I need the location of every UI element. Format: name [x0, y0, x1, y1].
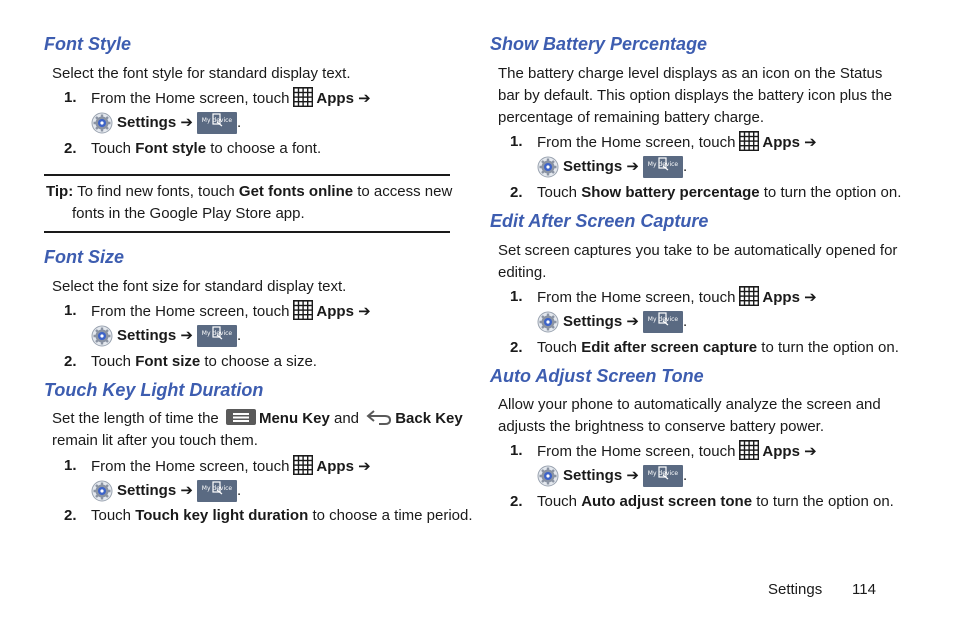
step-number: 1. — [64, 302, 77, 319]
settings-gear-icon — [537, 465, 559, 487]
touch-key-description-line2: remain lit after you touch them. — [52, 432, 258, 449]
settings-gear-icon — [91, 480, 113, 502]
step-number: 2. — [64, 507, 77, 524]
font-style-step1: From the Home screen, touch Apps ➔ — [91, 87, 371, 110]
step-number: 2. — [510, 339, 523, 356]
tip-line1: Tip: To find new fonts, touch Get fonts online to access new — [46, 183, 453, 200]
my-device-icon: My device — [643, 156, 683, 178]
battery-step2: Touch Show battery percentage to turn the option on. — [537, 184, 902, 201]
settings-gear-icon — [537, 156, 559, 178]
font-style-settings-path: Settings ➔ My device . — [91, 111, 241, 135]
apps-grid-icon — [739, 131, 759, 151]
my-device-icon: My device — [197, 480, 237, 502]
font-style-step2: Touch Font style to choose a font. — [91, 140, 322, 157]
touch-key-heading: Touch Key Light Duration — [44, 380, 264, 400]
font-size-heading: Font Size — [44, 247, 124, 267]
apps-grid-icon — [739, 440, 759, 460]
auto-tone-settings-path: Settings ➔ My device . — [537, 464, 687, 488]
step-number: 1. — [510, 133, 523, 150]
auto-tone-description-line1: Allow your phone to automatically analyze the screen and — [498, 396, 881, 413]
step-number: 1. — [64, 89, 77, 106]
my-device-icon: My device — [643, 311, 683, 333]
step-number: 2. — [64, 353, 77, 370]
apps-grid-icon — [293, 455, 313, 475]
apps-grid-icon — [293, 300, 313, 320]
back-key-icon — [365, 408, 393, 426]
auto-tone-description-line2: adjusts the brightness to conserve battery power. — [498, 418, 825, 435]
battery-description-line3: percentage of remaining battery charge. — [498, 109, 764, 126]
tip-line2: fonts in the Google Play Store app. — [72, 205, 305, 222]
edit-capture-step2: Touch Edit after screen capture to turn the option on. — [537, 339, 899, 356]
touch-key-description-line1: Set the length of time the Menu Key and Back Key — [52, 410, 463, 427]
my-device-icon: My device — [643, 465, 683, 487]
edit-capture-heading: Edit After Screen Capture — [490, 211, 709, 231]
apps-grid-icon — [293, 87, 313, 107]
my-device-icon: My device — [197, 112, 237, 134]
font-style-description: Select the font style for standard display text. — [52, 65, 351, 82]
font-size-settings-path: Settings ➔ My device . — [91, 324, 241, 348]
edit-capture-step1: From the Home screen, touch Apps ➔ — [537, 286, 817, 309]
battery-description-line2: bar by default. This option displays the battery icon plus the — [498, 87, 893, 104]
page-number: 114 — [852, 581, 876, 598]
footer-section: Settings — [768, 581, 823, 598]
step-number: 2. — [510, 184, 523, 201]
touch-key-step1: From the Home screen, touch Apps ➔ — [91, 455, 371, 478]
step-number: 1. — [510, 288, 523, 305]
edit-capture-description-line1: Set screen captures you take to be automatically opened for — [498, 242, 898, 259]
battery-settings-path: Settings ➔ My device . — [537, 155, 687, 179]
settings-gear-icon — [91, 325, 113, 347]
battery-heading: Show Battery Percentage — [490, 34, 708, 54]
step-number: 2. — [510, 493, 523, 510]
font-size-step2: Touch Font size to choose a size. — [91, 353, 317, 370]
font-style-heading: Font Style — [44, 34, 132, 54]
step-number: 1. — [510, 442, 523, 459]
settings-gear-icon — [537, 311, 559, 333]
apps-grid-icon — [739, 286, 759, 306]
battery-step1: From the Home screen, touch Apps ➔ — [537, 131, 817, 154]
touch-key-step2: Touch Touch key light duration to choose a time period. — [91, 507, 473, 524]
auto-tone-step1: From the Home screen, touch Apps ➔ — [537, 440, 817, 463]
font-size-description: Select the font size for standard display text. — [52, 278, 347, 295]
auto-tone-step2: Touch Auto adjust screen tone to turn the option on. — [537, 493, 894, 510]
tip-box — [44, 174, 453, 233]
edit-capture-settings-path: Settings ➔ My device . — [537, 310, 687, 334]
edit-capture-description-line2: editing. — [498, 264, 547, 281]
step-number: 2. — [64, 140, 77, 157]
menu-key-icon — [225, 408, 257, 426]
step-number: 1. — [64, 457, 77, 474]
battery-description-line1: The battery charge level displays as an icon on the Status — [498, 65, 883, 82]
my-device-icon: My device — [197, 325, 237, 347]
auto-tone-heading: Auto Adjust Screen Tone — [490, 366, 704, 386]
font-size-step1: From the Home screen, touch Apps ➔ — [91, 300, 371, 323]
touch-key-settings-path: Settings ➔ My device . — [91, 479, 241, 503]
settings-gear-icon — [91, 112, 113, 134]
